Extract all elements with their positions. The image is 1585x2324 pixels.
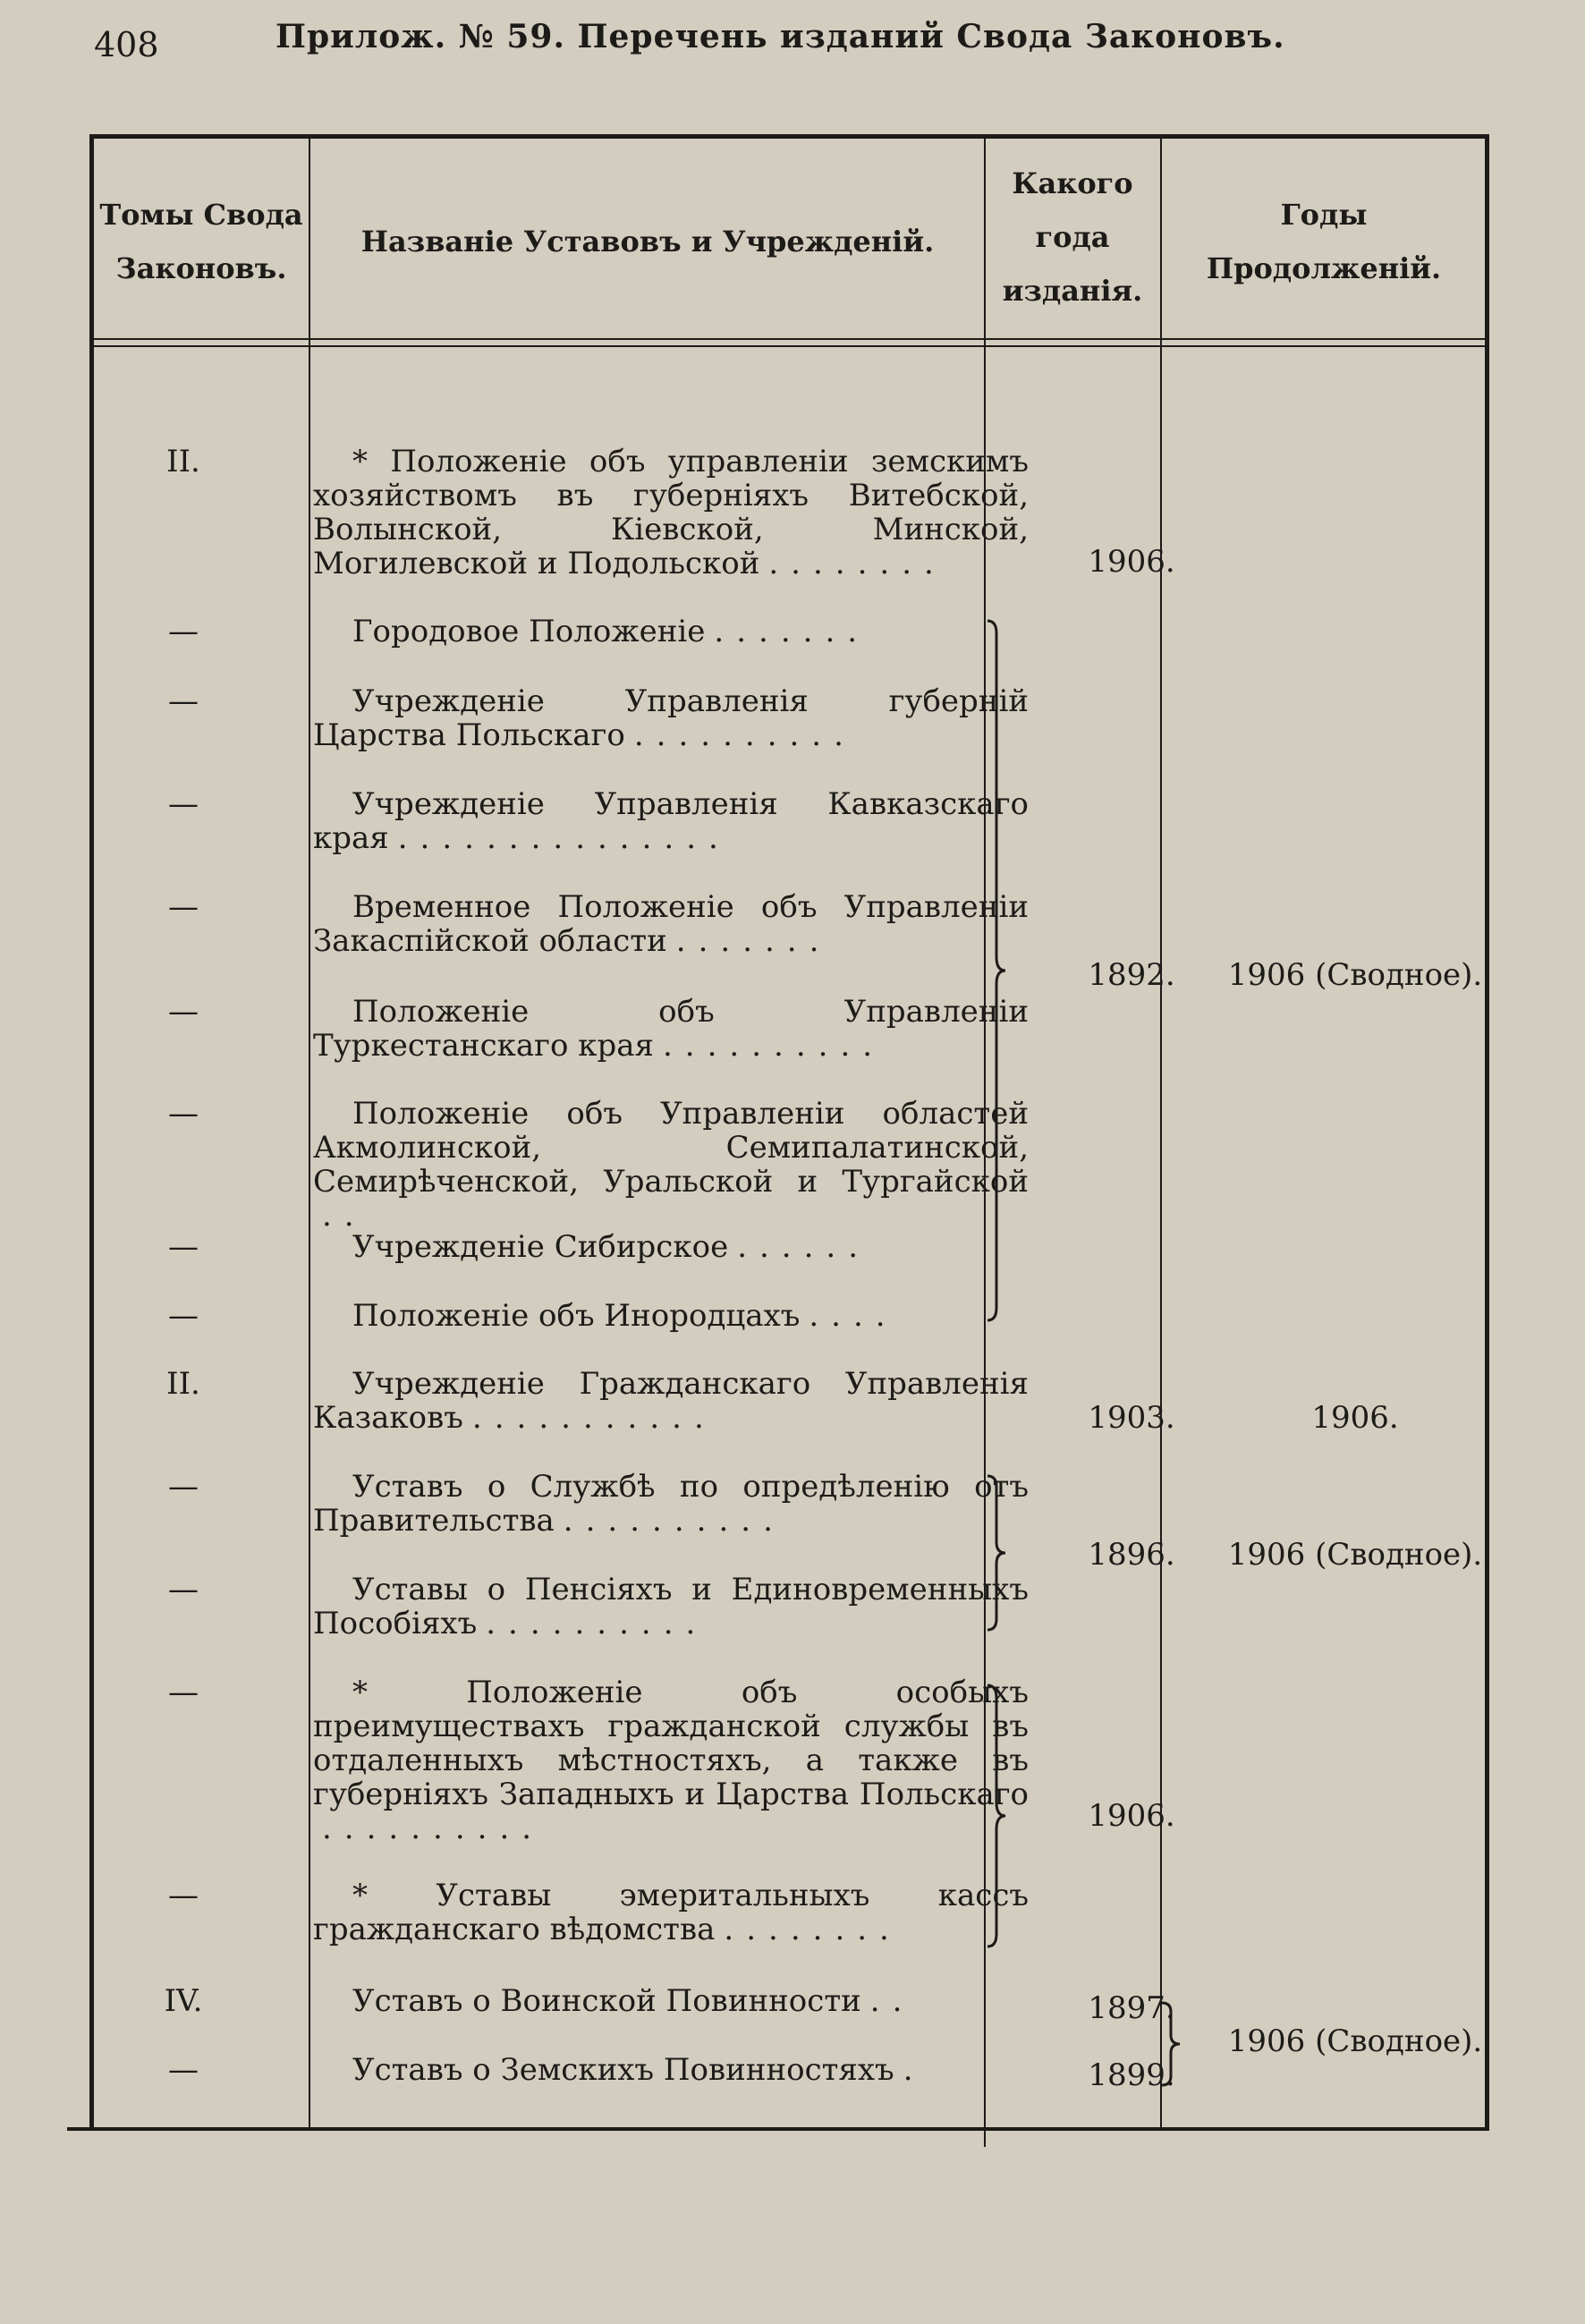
header-divider-1 <box>89 338 1489 340</box>
statute-title: * Положеніе объ особыхъ преимуществахъ гражданской службы въ отдаленныхъ мѣстностяхъ, а также въ губерніяхъ Западныхъ и Царства Польскаго.......... <box>313 1675 1029 1846</box>
volume-cell: — <box>168 786 199 822</box>
statute-title: Положеніе объ Управленіи Туркестанскаго края .......... <box>313 994 1029 1064</box>
leader-dots: .......... <box>322 1811 545 1846</box>
group-brace <box>1158 1999 1185 2089</box>
table-left-border <box>89 134 94 2131</box>
leader-dots: ....... <box>714 614 870 649</box>
volume-cell: — <box>168 683 199 719</box>
statute-title: Учрежденіе Гражданскаго Управленія Казаковъ ........... <box>313 1366 1029 1436</box>
leader-dots: ...... <box>737 1229 871 1265</box>
leader-dots: .. <box>322 1198 367 1234</box>
statute-title: Уставъ о Воинской Повинности .. <box>352 1983 915 2019</box>
continuation-year: 1906. <box>1311 1400 1399 1436</box>
leader-dots: . <box>903 2052 926 2088</box>
leader-dots: .......... <box>486 1606 708 1641</box>
statute-title: Временное Положеніе объ Управленіи Закаспійской области ....... <box>313 889 1029 959</box>
header-divider-2 <box>89 345 1489 347</box>
statute-title: * Уставы эмеритальныхъ кассъ гражданскаго вѣдомства ........ <box>313 1878 1029 1947</box>
leader-dots: .... <box>809 1298 898 1334</box>
edition-year: 1899. <box>1088 2057 1175 2093</box>
running-title: Прилож. № 59. Перечень изданий Свода Законовъ. <box>275 18 1285 55</box>
edition-year: 1906. <box>1088 544 1175 580</box>
statute-title: Уставъ о Службѣ по опредѣленію отъ Правительства .......... <box>313 1469 1029 1539</box>
header-year: Какого года изданія. <box>1002 166 1143 308</box>
volume-cell: — <box>168 1675 199 1710</box>
leader-dots: ........ <box>768 546 946 581</box>
leader-dots: ........ <box>724 1912 902 1947</box>
editions-table <box>67 134 1489 2138</box>
volume-cell: — <box>168 1298 199 1334</box>
volume-cell: — <box>168 1572 199 1607</box>
table-top-border <box>89 134 1489 139</box>
statute-title: Уставы о Пенсіяхъ и Единовременныхъ Пособіяхъ .......... <box>313 1572 1029 1641</box>
edition-year: 1903. <box>1088 1400 1175 1436</box>
table-bottom-border <box>67 2127 1489 2131</box>
edition-year: 1897. <box>1088 1990 1175 2026</box>
volume-cell: IV. <box>164 1983 203 2019</box>
volume-cell: — <box>168 994 199 1030</box>
continuation-year: 1906 (Сводное). <box>1227 2023 1483 2059</box>
volume-cell: — <box>168 1878 199 1913</box>
volume-cell: — <box>168 1229 199 1265</box>
group-brace <box>984 1682 1011 1950</box>
volume-cell: — <box>168 1469 199 1505</box>
volume-cell: II. <box>166 444 200 479</box>
header-names: Названіе Уставовъ и Учрежденій. <box>360 225 935 259</box>
continuation-year: 1906 (Сводное). <box>1227 957 1483 993</box>
edition-year: 1906. <box>1088 1798 1175 1834</box>
page-number: 408 <box>94 25 159 64</box>
edition-year: 1896. <box>1088 1537 1175 1573</box>
statute-title: Учрежденіе Управленія Кавказскаго края ............... <box>313 786 1029 856</box>
leader-dots: .......... <box>663 1028 886 1064</box>
volume-cell: — <box>168 889 199 925</box>
volume-cell: II. <box>166 1366 200 1402</box>
header-continuations: Годы Продолженій. <box>1206 198 1442 285</box>
statute-title: Городовое Положеніе ....... <box>352 614 870 649</box>
page-header <box>0 18 1585 81</box>
table-right-border <box>1485 134 1489 2131</box>
statute-title: Положеніе объ Управленіи областей Акмолинской, Семипалатинской, Семирѣченской, Уральской и Тургайской.. <box>313 1096 1029 1234</box>
continuation-year: 1906 (Сводное). <box>1227 1537 1483 1573</box>
leader-dots: .. <box>869 1983 915 2019</box>
edition-year: 1892. <box>1088 957 1175 993</box>
leader-dots: ............... <box>397 820 731 856</box>
volume-cell: — <box>168 2052 199 2088</box>
group-brace <box>984 1472 1011 1633</box>
leader-dots: ........... <box>471 1400 716 1436</box>
statute-title: Учрежденіе Управленія губерній Царства Польскаго .......... <box>313 683 1029 753</box>
header-volumes: Томы Свода Законовъ. <box>99 198 303 285</box>
statute-title: * Положеніе объ управленіи земскимъ хозяйствомъ въ губерніяхъ Витебской, Волынской, Кіевской, Минской, Могилевской и Подольской ........ <box>313 444 1029 581</box>
leader-dots: ....... <box>675 923 832 959</box>
statute-title: Положеніе объ Инородцахъ .... <box>352 1298 898 1334</box>
statute-title: Уставъ о Земскихъ Повинностяхъ . <box>352 2052 926 2088</box>
group-brace <box>984 617 1011 1324</box>
statute-title: Учрежденіе Сибирское ...... <box>352 1229 871 1265</box>
leader-dots: .......... <box>633 717 856 753</box>
volume-cell: — <box>168 1096 199 1132</box>
leader-dots: .......... <box>563 1503 785 1539</box>
volume-cell: — <box>168 614 199 649</box>
column-divider-1 <box>309 134 310 2131</box>
